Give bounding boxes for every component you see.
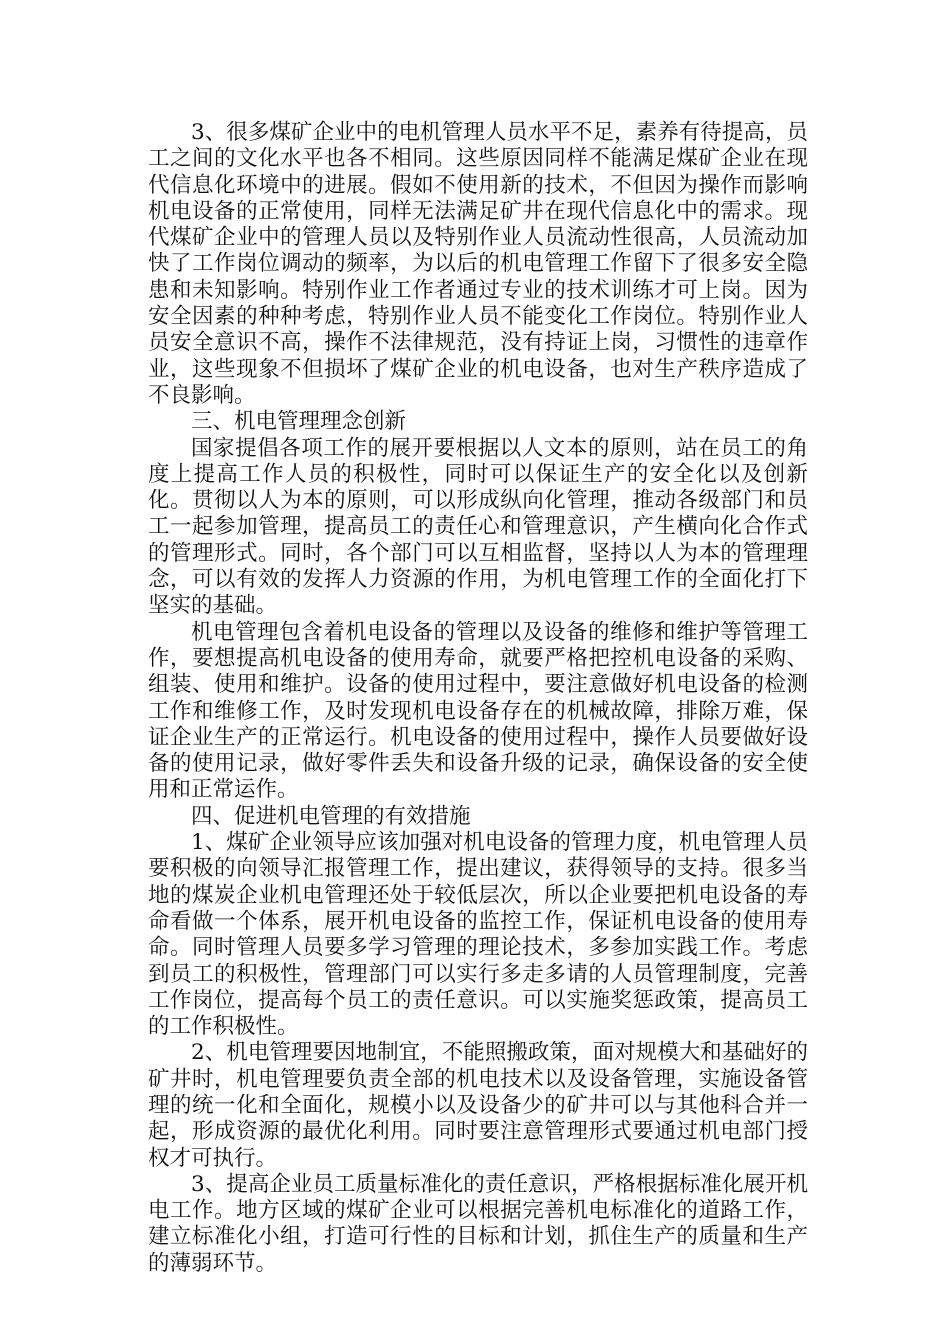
- paragraph-measure-1: 1、煤矿企业领导应该加强对机电设备的管理力度，机电管理人员要积极的向领导汇报管理工作，提出建议，获得领导的支持。很多当地的煤炭企业机电管理还处于较低层次，所以企业要把机电设备的寿命看做一个体系，展开机电设备的监控工作，保证机电设备的使用寿命。同时管理人员要多学习管理的理论技术，多参加实践工作。考虑到员工的积极性，管理部门可以实行多走多请的人员管理制度，完善工作岗位，提高每个员工的责任意识。可以实施奖惩政策，提高员工的工作积极性。: [148, 830, 808, 1040]
- paragraph-measure-3: 3、提高企业员工质量标准化的责任意识，严格根据标准化展开机电工作。地方区域的煤矿企业可以根据完善机电标准化的道路工作，建立标准化小组，打造可行性的目标和计划，抓住生产的质量和生产的薄弱环节。: [148, 1171, 808, 1276]
- section-heading-3: 三、机电管理理念创新: [191, 409, 407, 435]
- paragraph-staff-quality: 3、很多煤矿企业中的电机管理人员水平不足，素养有待提高，员工之间的文化水平也各不相同。这些原因同样不能满足煤矿企业在现代信息化环境中的进展。假如不使用新的技术，不但因为操作而影响机电设备的正常使用，同样无法满足矿井在现代信息化中的需求。现代煤矿企业中的管理人员以及特别作业人员流动性很高，人员流动加快了工作岗位调动的频率，为以后的机电管理工作留下了很多安全隐患和未知影响。特别作业工作者通过专业的技术训练才可上岗。因为安全因素的种种考虑，特别作业人员不能变化工作岗位。特别作业人员安全意识不高，操作不法律规范，没有持证上岗，习惯性的违章作业，这些现象不但损坏了煤矿企业的机电设备，也对生产秩序造成了不良影响。: [148, 120, 808, 408]
- document-page: [148, 120, 808, 1277]
- paragraph-equipment-management: 机电管理包含着机电设备的管理以及设备的维修和维护等管理工作，要想提高机电设备的使用寿命，就要严格把控机电设备的采购、组装、使用和维护。设备的使用过程中，要注意做好机电设备的检测工作和维修工作，及时发现机电设备存在的机械故障，排除万难，保证企业生产的正常运行。机电设备的使用过程中，操作人员要做好设备的使用记录，做好零件丢失和设备升级的记录，确保设备的安全使用和正常运作。: [148, 619, 808, 803]
- section-heading-4: 四、促进机电管理的有效措施: [191, 803, 471, 829]
- paragraph-people-oriented: 国家提倡各项工作的展开要根据以人文本的原则，站在员工的角度上提高工作人员的积极性，同时可以保证生产的安全化以及创新化。贯彻以人为本的原则，可以形成纵向化管理，推动各级部门和员工一起参加管理，提高员工的责任心和管理意识，产生横向化合作式的管理形式。同时，各个部门可以互相监督，坚持以人为本的管理理念，可以有效的发挥人力资源的作用，为机电管理工作的全面化打下坚实的基础。: [148, 435, 808, 619]
- paragraph-measure-2: 2、机电管理要因地制宜，不能照搬政策，面对规模大和基础好的矿井时，机电管理要负责全部的机电技术以及设备管理，实施设备管理的统一化和全面化，规模小以及设备少的矿井可以与其他科合并一起，形成资源的最优化利用。同时要注意管理形式要通过机电部门授权才可执行。: [148, 1040, 808, 1171]
